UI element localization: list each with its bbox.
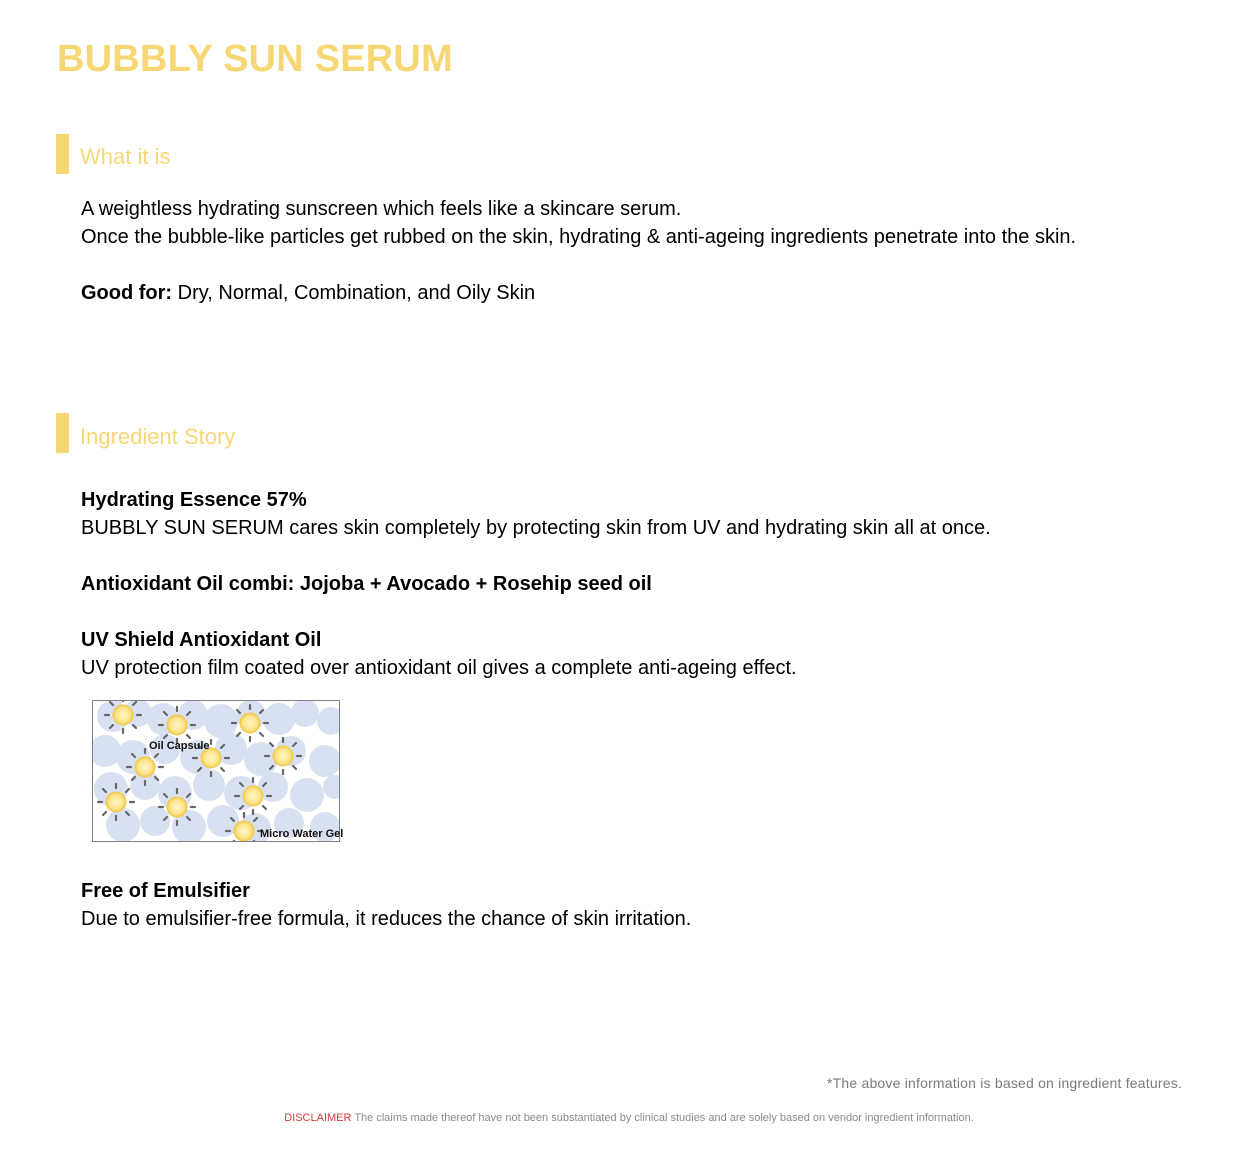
good-for-line <box>81 280 535 306</box>
section-accent-bar <box>56 134 69 174</box>
ingredient-title-hydrating-essence: Hydrating Essence 57% <box>81 489 307 511</box>
good-for-value: Dry, Normal, Combination, and Oily Skin <box>172 282 536 304</box>
section-heading-ingredient-story: Ingredient Story <box>80 424 236 449</box>
ingredient-text-hydrating-essence: BUBBLY SUN SERUM cares skin completely by protecting skin from UV and hydrating skin all at once. <box>81 517 991 539</box>
micro-water-gel-label: Micro Water Gel <box>260 828 344 840</box>
ingredient-title-free-of-emulsifier: Free of Emulsifier <box>81 880 250 902</box>
disclaimer-text: The claims made thereof have not been substantiated by clinical studies and are solely based on vendor ingredient information. <box>351 1112 974 1124</box>
section-accent-bar <box>56 413 69 453</box>
ingredient-title-antioxidant-oil-combi: Antioxidant Oil combi: Jojoba + Avocado + Rosehip seed oil <box>81 573 652 595</box>
oil-capsule-diagram-illustration <box>93 701 339 841</box>
disclaimer <box>0 1112 1258 1124</box>
ingredient-title-uv-shield: UV Shield Antioxidant Oil <box>81 629 322 651</box>
oil-capsule-diagram <box>92 700 344 842</box>
description-line-1: A weightless hydrating sunscreen which feels like a skincare serum. <box>81 198 682 220</box>
good-for-label: Good for: <box>81 282 173 304</box>
ingredient-footnote: *The above information is based on ingredient features. <box>827 1075 1182 1091</box>
section-heading-what-it-is: What it is <box>80 144 171 169</box>
description-line-2: Once the bubble-like particles get rubbed on the skin, hydrating & anti-ageing ingredients penetrate into the skin. <box>81 226 1077 248</box>
ingredient-text-free-of-emulsifier: Due to emulsifier-free formula, it reduces the chance of skin irritation. <box>81 908 692 930</box>
product-title: BUBBLY SUN SERUM <box>57 38 453 80</box>
ingredient-text-uv-shield: UV protection film coated over antioxidant oil gives a complete anti-ageing effect. <box>81 657 797 679</box>
oil-capsule-label: Oil Capsule <box>149 740 210 752</box>
disclaimer-tag: DISCLAIMER <box>284 1112 352 1124</box>
